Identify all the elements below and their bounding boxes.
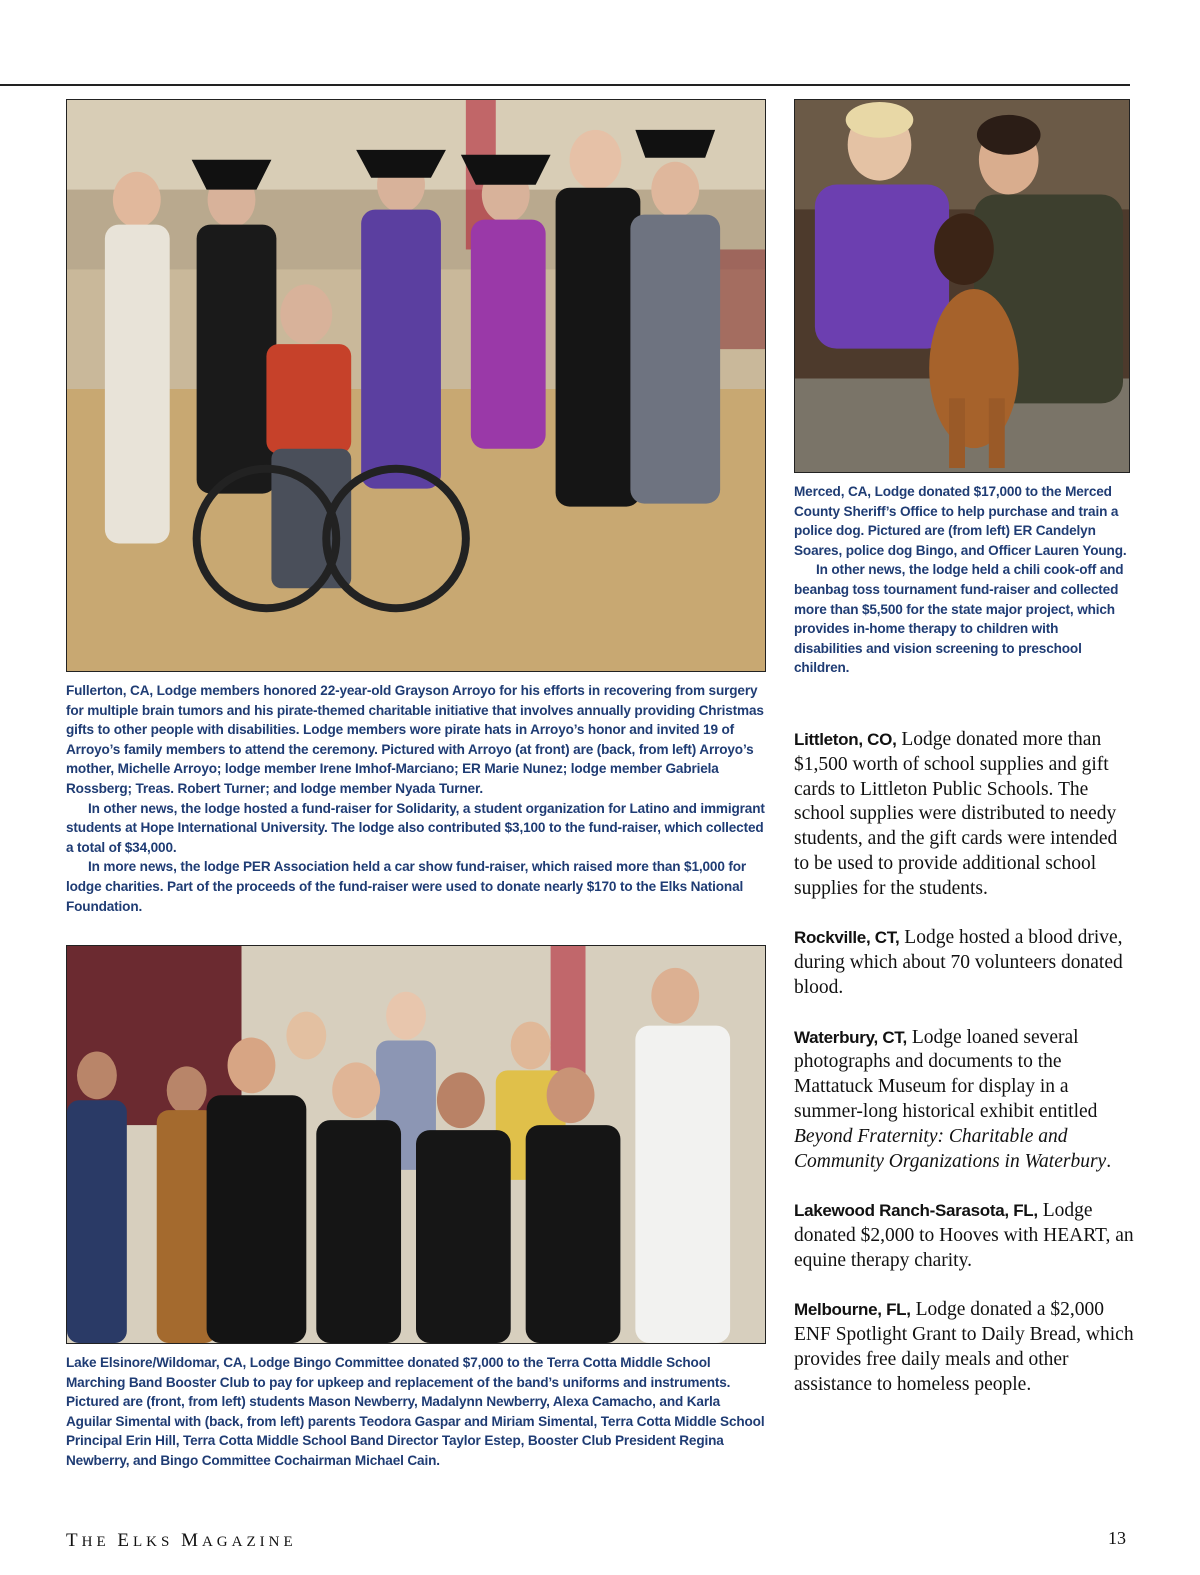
article-place: Littleton, CO, (794, 730, 897, 749)
merced-caption-p2: In other news, the lodge held a chili cook-off and beanbag toss tournament fund-raiser and collected more than $5,500 for the state major project, which provides in-home therapy to children with disabilities and vision screening to preschool children. (794, 562, 1124, 676)
article-text: Lodge donated $2,000 to Hooves with HEART, an equine therapy charity. (794, 1200, 1134, 1271)
merced-place: Merced, CA, (794, 484, 871, 499)
article-text: Lodge donated more than $1,500 worth of school supplies and gift cards to Littleton Public Schools. The school supplies were distributed to needy students, and the gift cards were intended to be used to provide additional school supplies for the students. (794, 729, 1118, 899)
merced-photo-art (795, 100, 1129, 472)
article-place: Melbourne, FL, (794, 1300, 911, 1320)
lake-elsinore-caption-p1: Lodge Bingo Committee donated $7,000 to the Terra Cotta Middle School Marching Band Booster Club to pay for upkeep and replacement of the band’s uniforms and instruments. Pictured are (front, from left) students Mason Newberry, Madalynn Newberry, Alexa Camacho, and Karla Aguilar Simental with (back, from left) parents Teodora Gaspar and Miriam Simental, Terra Cotta Middle School Principal Erin Hill, Terra Cotta Middle School Band Director Taylor Estep, Booster Club President Regina Newberry, and Bingo Committee Cochairman Michael Cain. (66, 1355, 765, 1468)
article-lakewood-ranch (794, 1199, 1134, 1273)
fullerton-caption (66, 681, 766, 916)
article-text-end: . (1106, 1150, 1112, 1172)
photo-merced (794, 99, 1130, 473)
lake-elsinore-place: Lake Elsinore/Wildomar, CA, (66, 1355, 247, 1370)
article-melbourne (794, 1298, 1134, 1397)
top-rule (0, 84, 1130, 86)
page-number: 13 (1108, 1528, 1126, 1548)
photo-lake-elsinore (66, 945, 766, 1344)
article-place: Rockville, CT, (794, 928, 900, 948)
article-littleton (794, 728, 1134, 902)
article-text: Lodge hosted a blood drive, during which about 70 volunteers donated blood. (794, 927, 1123, 998)
magazine-name: THE ELKS MAGAZINE (66, 1530, 297, 1551)
article-waterbury (794, 1026, 1134, 1175)
lake-elsinore-caption (66, 1353, 766, 1471)
article-text: Lodge loaned several photographs and documents to the Mattatuck Museum for display in a summer-long historical exhibit entitled (794, 1026, 1098, 1122)
right-column-articles (794, 728, 1134, 1422)
fullerton-photo-art (67, 100, 765, 671)
fullerton-caption-p1: Lodge members honored 22-year-old Grayson Arroyo for his efforts in recovering from surgery for multiple brain tumors and his pirate-themed charitable initiative that involves annually providing Christmas gifts to other people with disabilities. Lodge members wore pirate hats in Arroyo’s honor and invited 19 of Arroyo’s family members to attend the ceremony. Pictured with Arroyo (at front) are (back, from left) Arroyo’s mother, Michelle Arroyo; lodge member Irene Imhof-Marciano; ER Marie Nunez; lodge member Gabriela Rossberg; Treas. Robert Turner; and lodge member Nyada Turner. (66, 683, 764, 796)
lake-elsinore-photo-art (67, 946, 765, 1343)
exhibit-title: Beyond Fraternity: Charitable and Community Organizations in Waterbury (794, 1125, 1107, 1172)
fullerton-caption-p2: In other news, the lodge hosted a fund-raiser for Solidarity, a student organization for Latino and immigrant students at Hope International University. The lodge also contributed $3,100 to the fund-raiser, which collected a total of $34,000. (66, 800, 765, 855)
article-text: Lodge donated a $2,000 ENF Spotlight Grant to Daily Bread, which provides free daily meals and other assistance to homeless people. (794, 1299, 1134, 1395)
article-place: Waterbury, CT, (794, 1027, 907, 1047)
photo-fullerton (66, 99, 766, 672)
fullerton-caption-p3: In more news, the lodge PER Association held a car show fund-raiser, which raised more than $1,000 for lodge charities. Part of the proceeds of the fund-raiser were used to donate nearly $170 to the Elks National Foundation. (66, 859, 747, 914)
merced-caption (794, 482, 1130, 678)
merced-caption-p1: Lodge donated $17,000 to the Merced County Sheriff’s Office to help purchase and train a police dog. Pictured are (from left) ER Candelyn Soares, police dog Bingo, and Officer Lauren Young. (794, 484, 1127, 558)
fullerton-place: Fullerton, CA, (66, 683, 154, 698)
article-place: Lakewood Ranch-Sarasota, FL, (794, 1201, 1038, 1221)
article-rockville (794, 926, 1134, 1000)
